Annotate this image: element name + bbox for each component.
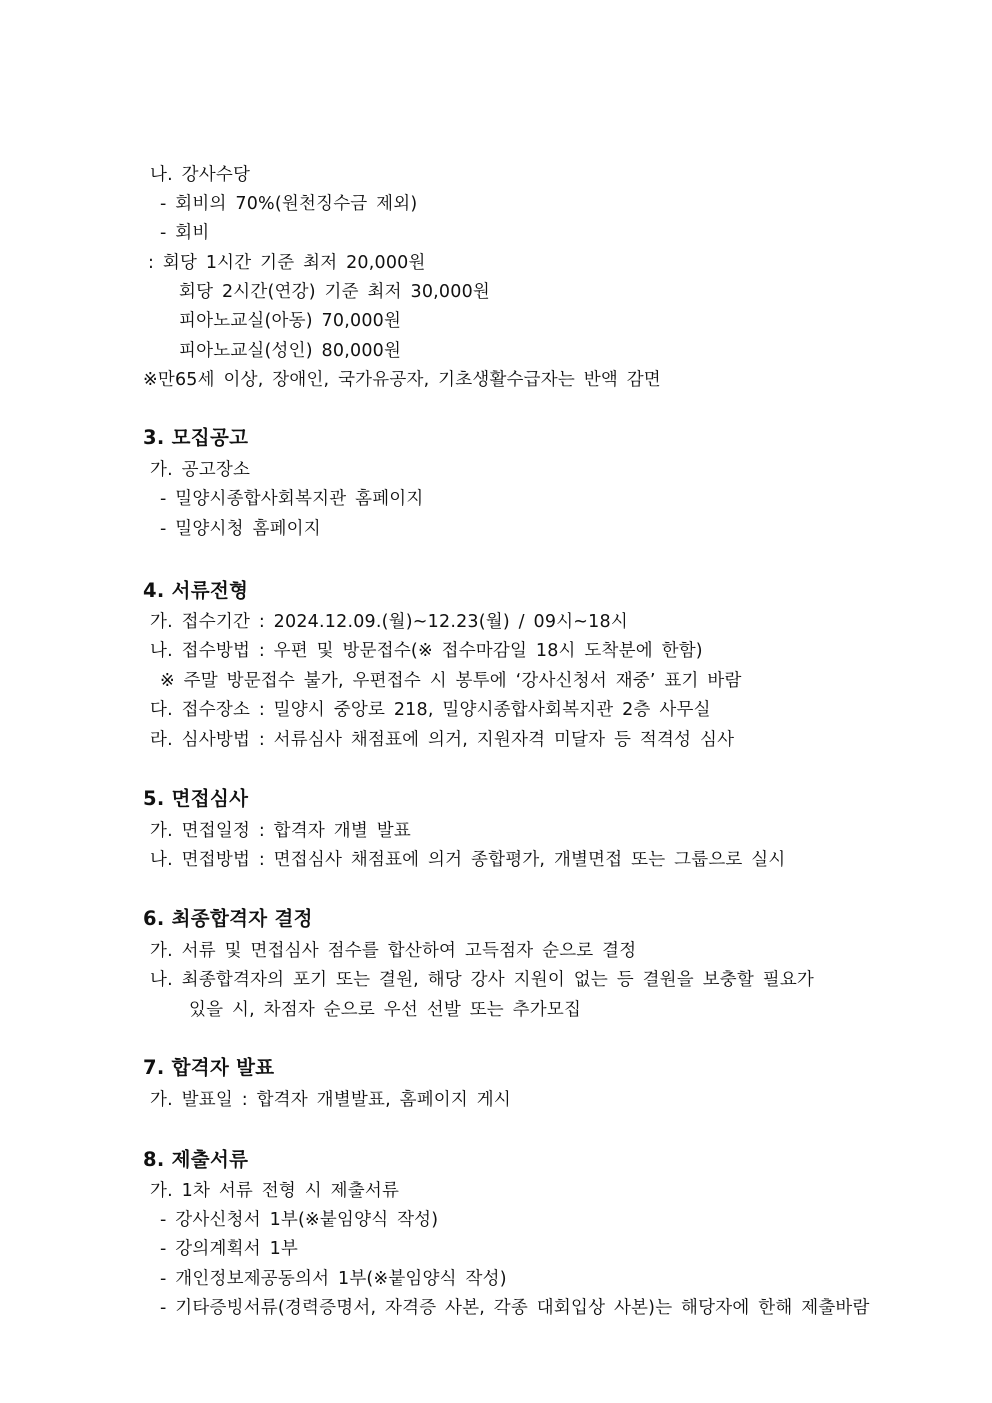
s4-item-na: 나. 접수방법 : 우편 및 방문접수(※ 접수마감일 18시 도착분에 한함) [150, 641, 703, 661]
section-5-title: 5. 면접심사 [143, 787, 249, 810]
s5-item-na: 나. 면접방법 : 면접심사 채점표에 의거 종합평가, 개별면접 또는 그룹으로 실시 [150, 850, 786, 870]
s3-bullet-2: - 밀양시청 홈페이지 [160, 519, 321, 539]
s4-item-da: 다. 접수장소 : 밀양시 중앙로 218, 밀양시종합사회복지관 2층 사무실 [150, 700, 711, 720]
s4-item-ga: 가. 접수기간 : 2024.12.09.(월)~12.23(월) / 09시~18시 [150, 612, 628, 632]
s4-note: ※ 주말 방문접수 불가, 우편접수 시 봉투에 ‘강사신청서 재중’ 표기 바람 [160, 671, 742, 691]
section-8-title: 8. 제출서류 [143, 1148, 249, 1171]
fee-line-1: : 회당 1시간 기준 최저 20,000원 [148, 253, 426, 273]
s6-item-ga: 가. 서류 및 면접심사 점수를 합산하여 고득점자 순으로 결정 [150, 941, 637, 961]
discount-note: ※만65세 이상, 장애인, 국가유공자, 기초생활수급자는 반액 감면 [143, 370, 661, 390]
fee-line-2: 회당 2시간(연강) 기준 최저 30,000원 [179, 282, 491, 302]
pay-bullet-share: - 회비의 70%(원천징수금 제외) [160, 194, 418, 214]
s3-item-ga: 가. 공고장소 [150, 460, 251, 480]
fee-line-4: 피아노교실(성인) 80,000원 [179, 341, 402, 361]
section-3-title: 3. 모집공고 [143, 426, 249, 449]
s6-item-na: 나. 최종합격자의 포기 또는 결원, 해당 강사 지원이 없는 등 결원을 보충할 필요가 [150, 970, 815, 990]
s8-item-ga: 가. 1차 서류 전형 시 제출서류 [150, 1181, 400, 1201]
pay-item-heading: 나. 강사수당 [150, 165, 251, 185]
section-4-title: 4. 서류전형 [143, 579, 249, 602]
s8-bullet-3: - 개인정보제공동의서 1부(※붙임양식 작성) [160, 1269, 507, 1289]
fee-line-3: 피아노교실(아동) 70,000원 [179, 311, 402, 331]
s8-bullet-2: - 강의계획서 1부 [160, 1239, 299, 1259]
s8-bullet-1: - 강사신청서 1부(※붙임양식 작성) [160, 1210, 439, 1230]
s3-bullet-1: - 밀양시종합사회복지관 홈페이지 [160, 489, 424, 509]
s5-item-ga: 가. 면접일정 : 합격자 개별 발표 [150, 821, 411, 841]
s8-bullet-4: - 기타증빙서류(경력증명서, 자격증 사본, 각종 대회입상 사본)는 해당자에 한해 제출바람 [160, 1298, 870, 1318]
s6-item-na-continued: 있을 시, 차점자 순으로 우선 선발 또는 추가모집 [189, 1000, 582, 1020]
section-7-title: 7. 합격자 발표 [143, 1056, 275, 1079]
s4-item-ra: 라. 심사방법 : 서류심사 채점표에 의거, 지원자격 미달자 등 적격성 심사 [150, 730, 735, 750]
s7-item-ga: 가. 발표일 : 합격자 개별발표, 홈페이지 게시 [150, 1090, 511, 1110]
section-6-title: 6. 최종합격자 결정 [143, 907, 313, 930]
pay-bullet-fee: - 회비 [160, 223, 210, 243]
